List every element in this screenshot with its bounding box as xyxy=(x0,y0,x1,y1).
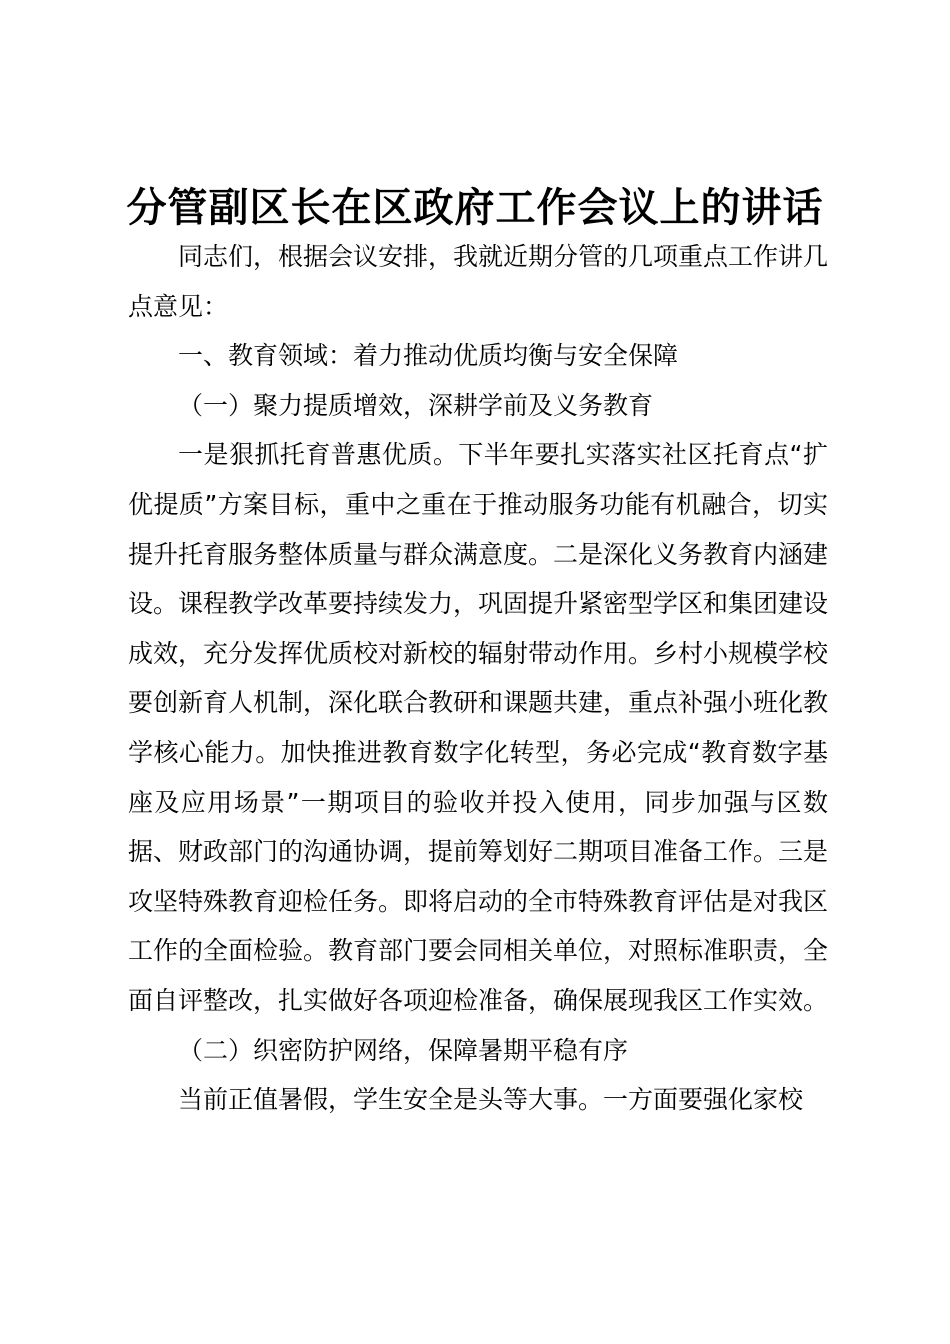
document-body xyxy=(128,232,828,1125)
subsection-paragraph-quality: 一是狠抓托育普惠优质。下半年要扎实落实社区托育点“扩优提质”方案目标，重中之重在于推动服务功能有机融合，切实提升托育服务整体质量与群众满意度。二是深化义务教育内涵建设。课程教学改革要持续发力，巩固提升紧密型学区和集团建设成效，充分发挥优质校对新校的辐射带动作用。乡村小规模学校要创新育人机制，深化联合教研和课题共建，重点补强小班化教学核心能力。加快推进教育数字化转型，务必完成“教育数字基座及应用场景”一期项目的验收并投入使用，同步加强与区数据、财政部门的沟通协调，提前筹划好二期项目准备工作。三是攻坚特殊教育迎检任务。即将启动的全市特殊教育评估是对我区工作的全面检验。教育部门要会同相关单位，对照标准职责，全面自评整改，扎实做好各项迎检准备，确保展现我区工作实效。 xyxy=(128,440,829,1015)
subsection-heading-safety: （二）织密防护网络，保障暑期平稳有序 xyxy=(178,1035,629,1065)
document-title: 分管副区长在区政府工作会议上的讲话 xyxy=(126,184,824,231)
intro-paragraph: 同志们，根据会议安排，我就近期分管的几项重点工作讲几点意见： xyxy=(128,242,829,321)
subsection-paragraph-safety: 当前正值暑假，学生安全是头等大事。一方面要强化家校 xyxy=(178,1085,804,1115)
section-heading-education: 一、教育领域：着力推动优质均衡与安全保障 xyxy=(178,341,679,371)
subsection-heading-quality: （一）聚力提质增效，深耕学前及义务教育 xyxy=(178,390,654,420)
